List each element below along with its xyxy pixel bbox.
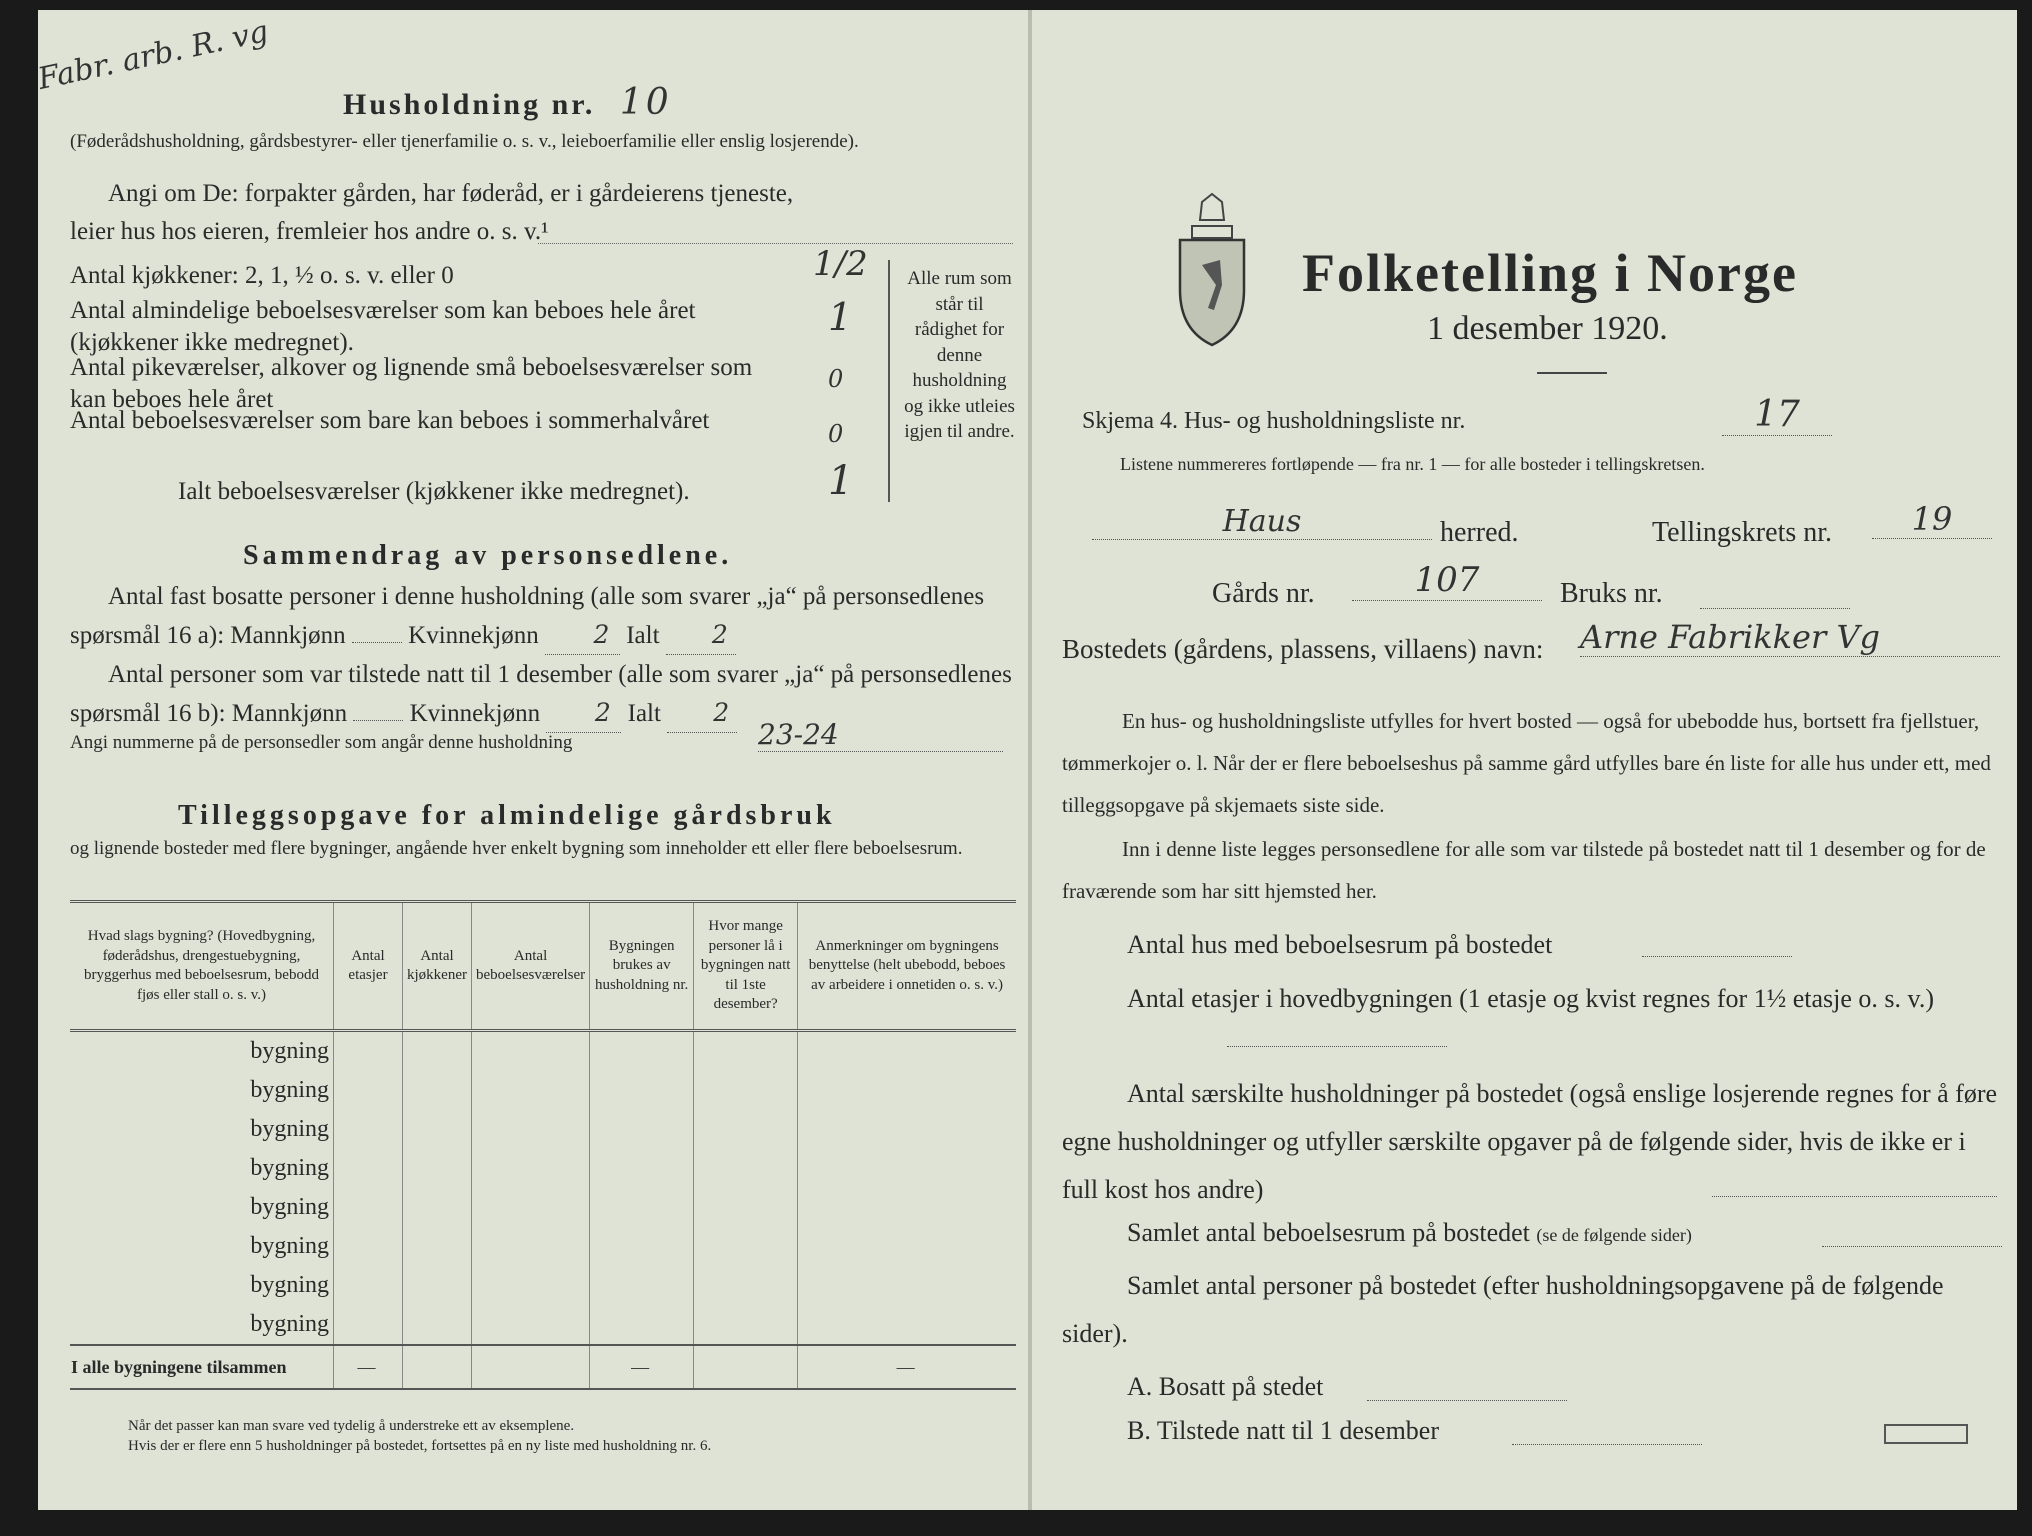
col-anmerkninger: Anmerkninger om bygningens benyttelse (helt ubebodd, beboes av arbeidere i onnetiden o. s. v.) [798,902,1016,1031]
col-husholdning: Bygningen brukes av husholdning nr. [590,902,694,1031]
bruks-label: Bruks nr. [1560,578,1663,609]
q-etasjer: Antal etasjer i hovedbygningen (1 etasje og kvist regnes for 1½ etasje o. s. v.) [1127,984,1934,1013]
q-bosatt: A. Bosatt på stedet [1127,1372,1324,1401]
bruks-fill-line [1700,608,1850,609]
angi-line-1: Angi om De: forpakter gården, har føderåd, er i gårdeierens tjeneste, [108,180,794,207]
gards-value: 107 [1352,560,1542,601]
rooms-summer-value: 0 [828,420,844,448]
q-bosatt-line [1367,1400,1567,1401]
instructions-2: Inn i denne liste legges personsedlene for alle som var tilstede på bostedet natt til 1 desember og for de fraværende som har sitt hjemsted her. [1062,837,1986,903]
title-rule [1537,372,1607,374]
q-hus: Antal hus med beboelsesrum på bostedet [1127,930,1553,959]
q-husholdninger: Antal særskilte husholdninger på bostedet (også enslige losjerende regnes for å føre egne husholdninger og utfyller særskilte opgaver på de følgende sider, hvis de ikke er i full kost hos andre) [1062,1079,1998,1204]
herred-label: herred. [1440,517,1519,548]
col-beboelsesvaerelser: Antal beboelsesværelser [472,902,590,1031]
q-samlet-rum: Samlet antal beboelsesrum på bostedet (se de følgende sider) [1127,1218,1692,1247]
q-hus-line [1642,956,1792,957]
rooms-kitchens-value: 1/2 [813,244,868,284]
table-row: bygning [70,1266,1016,1305]
rooms-ordinary-value: 1 [828,295,853,339]
table-row: bygning [70,1227,1016,1266]
tillegg-subtitle: og lignende bosteder med flere bygninger, angående hver enkelt bygning som inneholder ett eller flere beboelsesrum. [70,838,963,859]
margin-note: Fabr. arb. R. vg [34,14,272,97]
q-tilstede-line [1512,1444,1702,1445]
summary-para-1: Antal fast bosatte personer i denne husholdning (alle som svarer „ja“ på personsedlenes spørsmål 16 a): Mannkjønn Kvinnekjønn 2 Ialt 2 [70,578,1015,655]
table-row: bygning [70,1110,1016,1149]
col-personer: Hvor mange personer lå i bygningen natt til 1ste desember? [694,902,798,1031]
tilst-ialt-value: 2 [667,694,737,733]
summary-title: Sammendrag av personsedlene. [243,540,733,571]
listene-note: Listene nummereres fortløpende — fra nr. 1 — for alle bosteder i tellingskretsen. [1120,454,1705,474]
building-table-header [70,902,1016,1031]
table-row: bygning [70,1031,1016,1072]
krets-label: Tellingskrets nr. [1652,517,1833,548]
nummerne-value: 23-24 [758,718,1003,752]
building-table [70,900,1016,1390]
census-title: Folketelling i Norge [1302,243,1798,303]
col-bygning: Hvad slags bygning? (Hovedbygning, føderådshus, drengestuebygning, bryggerhus med beboelsesrum, bebodd fjøs eller stall o. s. v.) [84,928,319,1003]
fast-kvinne-value: 2 [545,616,620,655]
rooms-kitchens-label: Antal kjøkkener: 2, 1, ½ o. s. v. eller 0 [70,262,454,289]
q-samlet-rum-line [1822,1246,2002,1247]
krets-value: 19 [1872,500,1992,539]
table-row: bygning [70,1149,1016,1188]
right-page [1032,10,2017,1510]
table-total-row: I alle bygningene tilsammen — — — [70,1345,1016,1389]
summary-para-2: Antal personer som var tilstede natt til 1 desember (alle som svarer „ja“ på personsedlenes spørsmål 16 b): Mannkjønn Kvinnekjønn 2 Ialt 2 [70,656,1015,733]
table-row: bygning [70,1071,1016,1110]
fast-ialt-value: 2 [666,616,736,655]
bosted-label: Bostedets (gårdens, plassens, villaens) navn: [1062,634,1544,664]
q-samlet-pers: Samlet antal personer på bostedet (efter husholdningsopgavene på de følgende sider). [1062,1271,1944,1348]
rooms-total-label: Ialt beboelsesværelser (kjøkkener ikke medregnet). [178,478,690,505]
table-row: bygning [70,1188,1016,1227]
footnote-2: Hvis der er flere enn 5 husholdninger på bostedet, fortsettes på en ny liste med husholdning nr. 6. [128,1438,712,1454]
table-row: bygning [70,1305,1016,1345]
rooms-small-label: Antal pikeværelser, alkover og lignende små beboelsesværelser som kan beboes hele året [70,354,753,413]
herred-value: Haus [1092,504,1432,540]
col-etasjer: Antal etasjer [334,902,403,1031]
q-husholdninger-line [1712,1196,1997,1197]
bracket-line [888,260,890,502]
household-subtitle: (Føderådshusholdning, gårdsbestyrer- eller tjenerfamilie o. s. v., leieboerfamilie eller enslig losjerende). [70,131,859,152]
rooms-ordinary-label: Antal almindelige beboelsesværelser som kan beboes hele året (kjøkkener ikke medregnet). [70,297,696,356]
side-note: Alle rum som står til rådighet for denne husholdning og ikke utleies igjen til andre. [904,268,1015,442]
census-date: 1 desember 1920. [1427,310,1668,347]
tillegg-title: Tilleggsopgave for almindelige gårdsbruk [178,800,836,831]
instructions-1: En hus- og husholdningsliste utfylles for hvert bosted — også for ubebodde hus, bortsett fra fjellstuer, tømmerkojer o. l. Når der er flere beboelseshus på samme gård utfylles bare én liste for alle hus under ett, med tilleggsopgave på skjemaets siste side. [1062,709,1991,817]
footnote-1: Når det passer kan man svare ved tydelig å understreke ett av eksemplene. [128,1418,575,1434]
household-title: Husholdning nr. 10 [343,82,672,123]
household-number: 10 [619,82,672,123]
rooms-total-value: 1 [828,458,854,504]
left-page [34,10,1028,1510]
angi-fill-line [538,243,1013,244]
angi-line-2: leier hus hos eieren, fremleier hos andre o. s. v.¹ [70,218,549,245]
skjema-label: Skjema 4. Hus- og husholdningsliste nr. [1082,408,1466,434]
col-kjokkener: Antal kjøkkener [403,902,472,1031]
nummerne-label: Angi nummerne på de personsedler som angår denne husholdning [70,732,573,753]
skjema-number: 17 [1722,394,1832,436]
tilst-kvinne-value: 2 [546,694,621,733]
q-etasjer-line [1227,1046,1447,1047]
bosted-value: Arne Fabrikker Vg [1580,618,2000,657]
q-tilstede: B. Tilstede natt til 1 desember [1127,1416,1439,1445]
rooms-small-value: 0 [828,365,844,393]
rooms-summer-label: Antal beboelsesværelser som bare kan beboes i sommerhalvåret [70,407,710,434]
coat-of-arms-icon [1172,190,1252,350]
gards-label: Gårds nr. [1212,578,1315,609]
printer-stamp [1884,1424,1968,1444]
